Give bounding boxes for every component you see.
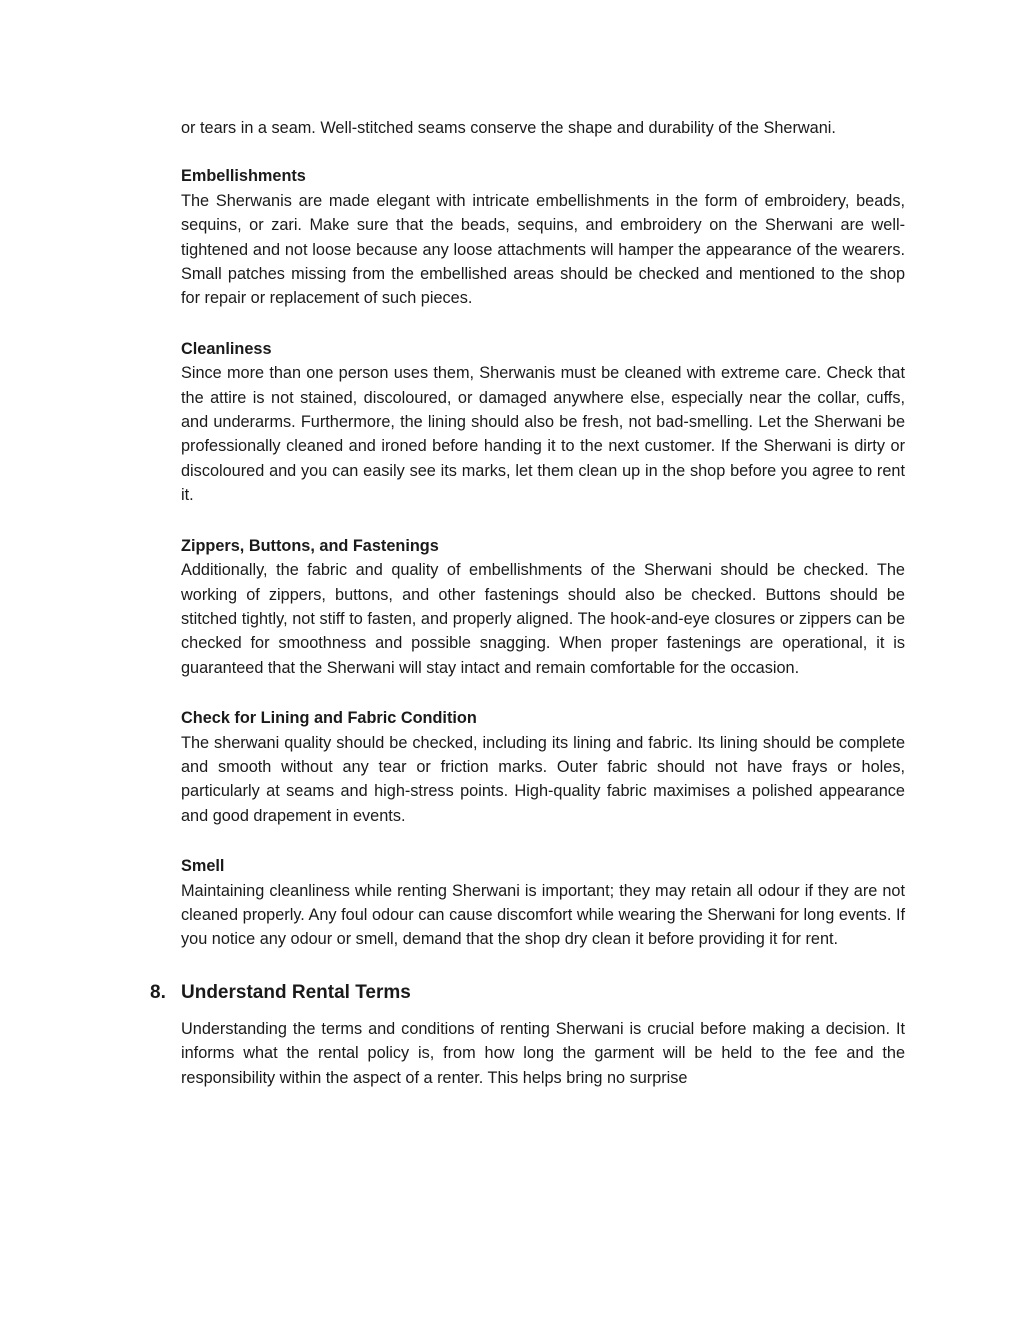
- page-content: [150, 116, 905, 1090]
- section-body: Since more than one person uses them, Sherwanis must be cleaned with extreme care. Check that the attire is not stained, discoloured, or damaged anywhere else, especially near the collar, cuffs, and underarms. Furthermore, the lining should also be fresh, not bad-smelling. Let the Sherwani be professionally cleaned and ironed before handing it to the next customer. If the Sherwani is dirty or discoloured and you can easily see its marks, let them clean up in the shop before you agree to rent it.: [181, 364, 905, 505]
- list-number: 8.: [150, 981, 166, 1003]
- section-body: Maintaining cleanliness while renting Sherwani is important; they may retain all odour if they are not cleaned properly. Any foul odour can cause discomfort while wearing the Sherwani for long events. If you notice any odour or smell, demand that the shop dry clean it before providing it for rent.: [181, 881, 905, 949]
- section-fastenings: [181, 534, 905, 680]
- section-heading: Embellishments: [181, 167, 306, 186]
- section-body: The sherwani quality should be checked, including its lining and fabric. Its lining should be complete and smooth without any tear or friction marks. Outer fabric should not have frays or holes, particularly at seams and high-stress points. High-quality fabric maximises a polished appearance and good drapement in events.: [181, 733, 905, 825]
- section-smell: [181, 854, 905, 952]
- section-heading: Check for Lining and Fabric Condition: [181, 709, 477, 728]
- section-embellishments: [181, 164, 905, 310]
- section-heading: Zippers, Buttons, and Fastenings: [181, 536, 439, 555]
- numbered-body: Understanding the terms and conditions of renting Sherwani is crucial before making a decision. It informs what the rental policy is, from how long the garment will be held to the fee and the responsibility within the aspect of a renter. This helps bring no surprise: [181, 1019, 905, 1087]
- numbered-heading: Understand Rental Terms: [181, 981, 411, 1003]
- section-heading: Smell: [181, 857, 225, 876]
- section-body: The Sherwanis are made elegant with intricate embellishments in the form of embroidery, beads, sequins, or zari. Make sure that the beads, sequins, and embroidery on the Sherwani are well-tightened and not loose because any loose attachments will hamper the appearance of the wearers. Small patches missing from the embellished areas should be checked and mentioned to the shop for repair or replacement of such pieces.: [181, 191, 905, 308]
- numbered-section-rental-terms: [150, 978, 905, 1090]
- section-cleanliness: [181, 337, 905, 508]
- section-lining-fabric: [181, 706, 905, 828]
- section-body: Additionally, the fabric and quality of embellishments of the Sherwani should be checked. The working of zippers, buttons, and other fastenings should also be checked. Buttons should be stitched tightly, not stiff to fasten, and properly aligned. The hook-and-eye closures or zippers can be checked for smoothness and possible snagging. When proper fastenings are operational, it is guaranteed that the Sherwani will stay intact and remain comfortable for the occasion.: [181, 561, 905, 677]
- intro-paragraph: or tears in a seam. Well-stitched seams conserve the shape and durability of the Sherwani.: [181, 119, 836, 137]
- section-heading: Cleanliness: [181, 339, 272, 358]
